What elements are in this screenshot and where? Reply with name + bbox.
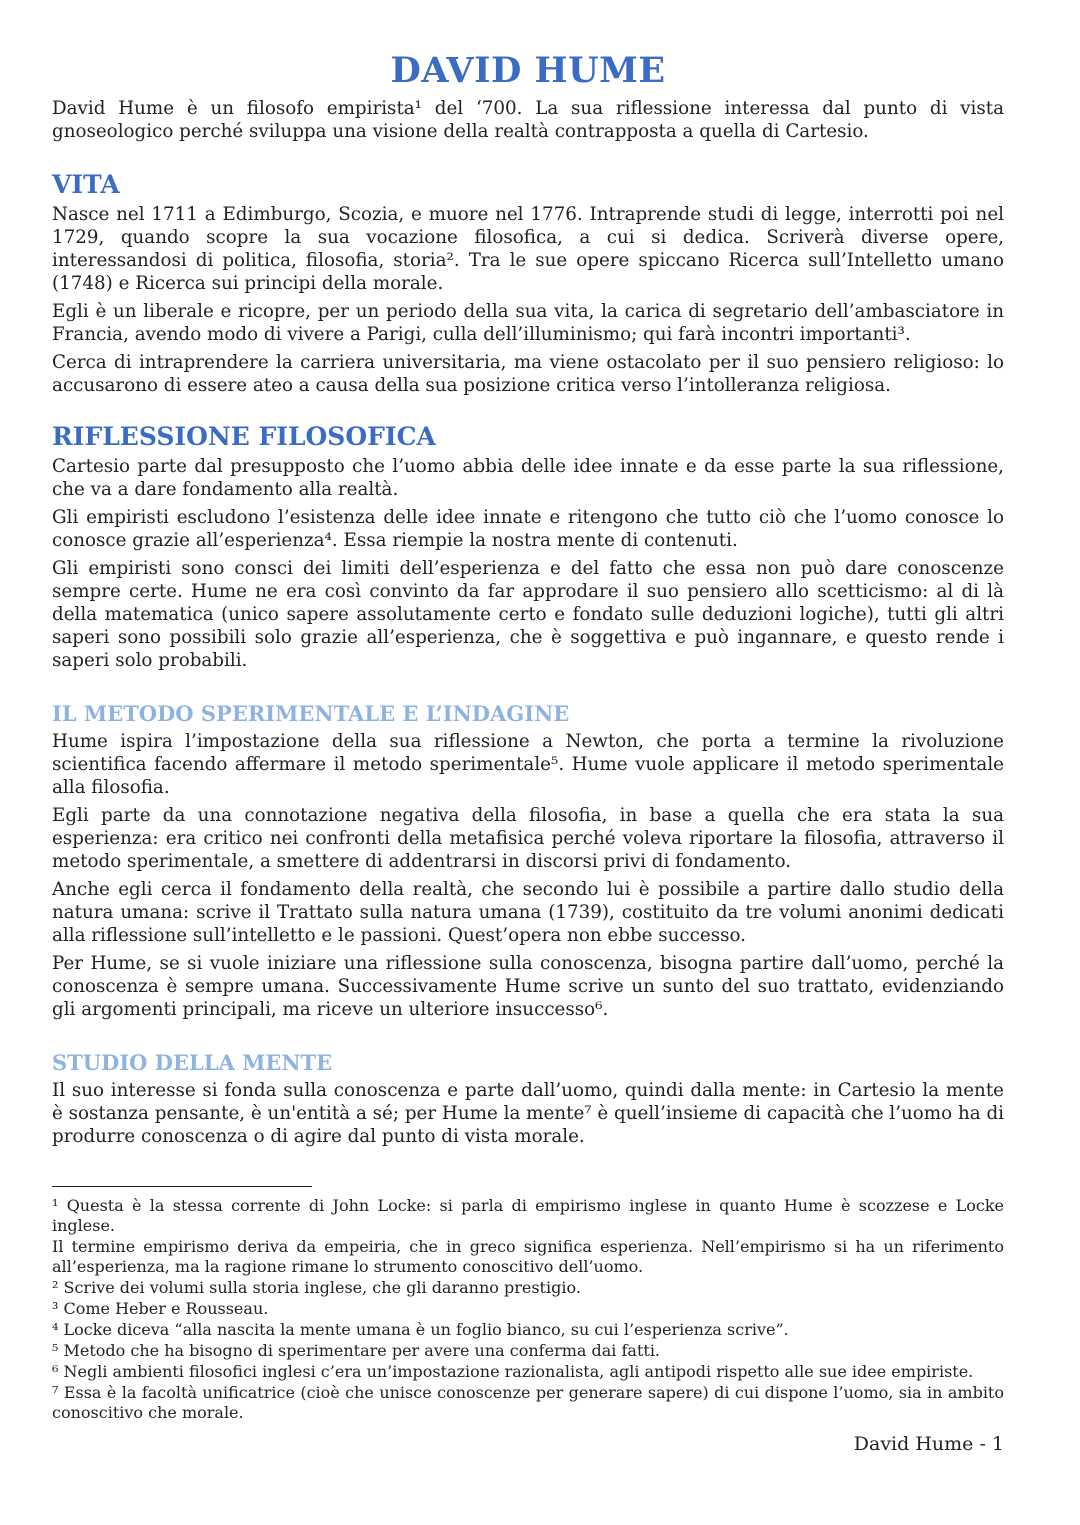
footnote-1b: Il termine empirismo deriva da empeiria, che in greco significa esperienza. Nell’empirismo si ha un riferimento all’esperienza, ma la ragione rimane lo strumento conoscitivo dell’uomo. [52, 1237, 1004, 1276]
footnote-6: ⁶ Negli ambienti filosofici inglesi c’era un’impostazione razionalista, agli antipodi rispetto alle sue idee empiriste. [52, 1362, 974, 1381]
page-number: David Hume - 1 [853, 1433, 1004, 1455]
riflessione-paragraph-2: Gli empiristi escludono l’esistenza delle idee innate e ritengono che tutto ciò che l’uomo conosce lo conosce grazie all’esperienza⁴. Essa riempie la nostra mente di contenuti. [52, 507, 1004, 551]
footnote-2: ² Scrive dei volumi sulla storia inglese, che gli daranno prestigio. [52, 1278, 581, 1297]
vita-paragraph-2: Egli è un liberale e ricopre, per un periodo della sua vita, la carica di segretario dell’ambasciatore in Francia, avendo modo di vivere a Parigi, culla dell’illuminismo; qui farà incontri importanti³. [52, 301, 1004, 345]
section-heading-vita: VITA [52, 170, 120, 199]
vita-paragraph-1: Nasce nel 1711 a Edimburgo, Scozia, e muore nel 1776. Intraprende studi di legge, interrotti poi nel 1729, quando scopre la sua vocazione filosofica, a cui si dedica. Scriverà diverse opere, interessandosi di politica, filosofia, storia². Tra le sue opere spiccano Ricerca sull’Intelletto umano (1748) e Ricerca sui principi della morale. [52, 204, 1004, 294]
riflessione-paragraph-1: Cartesio parte dal presupposto che l’uomo abbia delle idee innate e da esse parte la sua riflessione, che va a dare fondamento alla realtà. [52, 456, 1004, 500]
metodo-paragraph-3: Anche egli cerca il fondamento della realtà, che secondo lui è possibile a partire dallo studio della natura umana: scrive il Trattato sulla natura umana (1739), costituito da tre volumi anonimi dedicati alla riflessione sull’intelletto e le passioni. Quest’opera non ebbe successo. [52, 879, 1004, 946]
footnote-divider [52, 1186, 312, 1187]
page-title: DAVID HUME [390, 50, 666, 91]
mente-paragraph-1: Il suo interesse si fonda sulla conoscenza e parte dall’uomo, quindi dalla mente: in Cartesio la mente è sostanza pensante, è un'entità a sé; per Hume la mente⁷ è quell’insieme di capacità che l’uomo ha di produrre conoscenza o di agire dal punto di vista morale. [52, 1080, 1004, 1147]
footnotes [52, 1196, 1004, 1423]
riflessione-paragraph-3: Gli empiristi sono consci dei limiti dell’esperienza e del fatto che essa non può dare conoscenze sempre certe. Hume ne era così convinto da far approdare il suo pensiero allo scetticismo: al di là della matematica (unico sapere assolutamente certo e fondato sulle deduzioni logiche), tutti gli altri saperi sono possibili solo grazie all’esperienza, che è soggettiva e può ingannare, e questo rende i saperi solo probabili. [52, 558, 1004, 671]
section-heading-metodo: IL METODO SPERIMENTALE E L’INDAGINE [52, 701, 570, 726]
section-heading-riflessione: RIFLESSIONE FILOSOFICA [52, 422, 436, 451]
metodo-paragraph-4: Per Hume, se si vuole iniziare una riflessione sulla conoscenza, bisogna partire dall’uomo, perché la conoscenza è sempre umana. Successivamente Hume scrive un sunto del suo trattato, evidenziando gli argomenti principali, ma riceve un ulteriore insuccesso⁶. [52, 953, 1004, 1020]
footnote-3: ³ Come Heber e Rousseau. [52, 1299, 269, 1318]
metodo-paragraph-2: Egli parte da una connotazione negativa della filosofia, in base a quella che era stata la sua esperienza: era critico nei confronti della metafisica perché voleva riportare la filosofia, attraverso il metodo sperimentale, a smettere di addentrarsi in discorsi privi di fondamento. [52, 805, 1004, 872]
section-heading-mente: STUDIO DELLA MENTE [52, 1050, 333, 1075]
footnote-1a: ¹ Questa è la stessa corrente di John Locke: si parla di empirismo inglese in quanto Hume è scozzese e Locke inglese. [52, 1196, 1004, 1235]
footnote-5: ⁵ Metodo che ha bisogno di sperimentare per avere una conferma dai fatti. [52, 1341, 661, 1360]
vita-paragraph-3: Cerca di intraprendere la carriera universitaria, ma viene ostacolato per il suo pensiero religioso: lo accusarono di essere ateo a causa della sua posizione critica verso l’intolleranza religiosa. [52, 352, 1004, 396]
intro-paragraph: David Hume è un filosofo empirista¹ del ‘700. La sua riflessione interessa dal punto di vista gnoseologico perché sviluppa una visione della realtà contrapposta a quella di Cartesio. [52, 98, 1004, 142]
footnote-4: ⁴ Locke diceva “alla nascita la mente umana è un foglio bianco, su cui l’esperienza scrive”. [52, 1320, 789, 1339]
metodo-paragraph-1: Hume ispira l’impostazione della sua riflessione a Newton, che porta a termine la rivoluzione scientifica facendo affermare il metodo sperimentale⁵. Hume vuole applicare il metodo sperimentale alla filosofia. [52, 731, 1004, 798]
document-page [52, 50, 1004, 1424]
footnote-7: ⁷ Essa è la facoltà unificatrice (cioè che unisce conoscenze per generare sapere) di cui dispone l’uomo, sia in ambito conoscitivo che morale. [52, 1383, 1004, 1422]
